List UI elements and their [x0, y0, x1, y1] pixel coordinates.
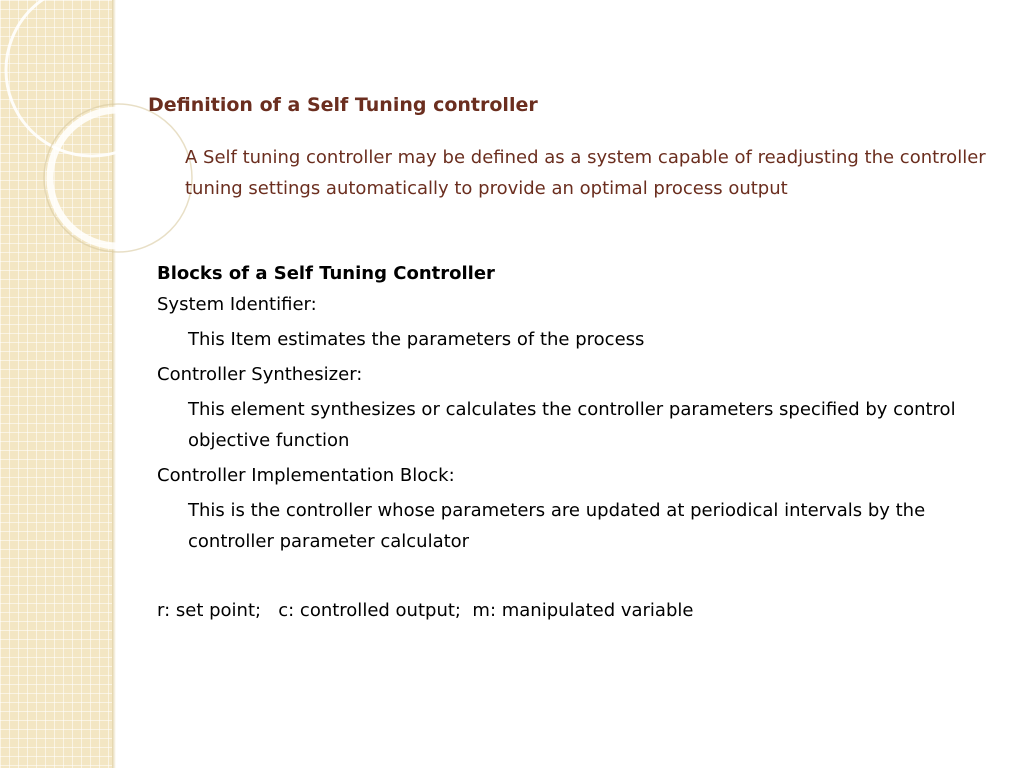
blocks-section: [157, 258, 997, 626]
definition-text: A Self tuning controller may be defined as a system capable of readjusting the controller tuning settings automatically to provide an optimal process output: [185, 147, 986, 199]
variable-legend: r: set point; c: controlled output; m: manipulated variable: [157, 600, 694, 621]
block-name-controller-synthesizer: Controller Synthesizer:: [157, 364, 363, 385]
decorative-circle-lower-shadow: [44, 104, 192, 252]
block-description-controller-synthesizer: This element synthesizes or calculates the controller parameters specified by control objective function: [188, 399, 956, 451]
block-description-controller-implementation: This is the controller whose parameters are updated at periodical intervals by the controller parameter calculator: [188, 500, 926, 552]
block-name-system-identifier: System Identifier:: [157, 294, 317, 315]
decorative-circles: [0, 0, 200, 300]
block-description-system-identifier: This Item estimates the parameters of the process: [188, 329, 645, 350]
slide-title: Definition of a Self Tuning controller: [148, 94, 538, 116]
block-name-controller-implementation: Controller Implementation Block:: [157, 465, 455, 486]
blocks-heading: Blocks of a Self Tuning Controller: [157, 263, 495, 284]
decorative-circle-top: [6, 0, 178, 156]
decorative-circle-lower: [50, 110, 186, 246]
